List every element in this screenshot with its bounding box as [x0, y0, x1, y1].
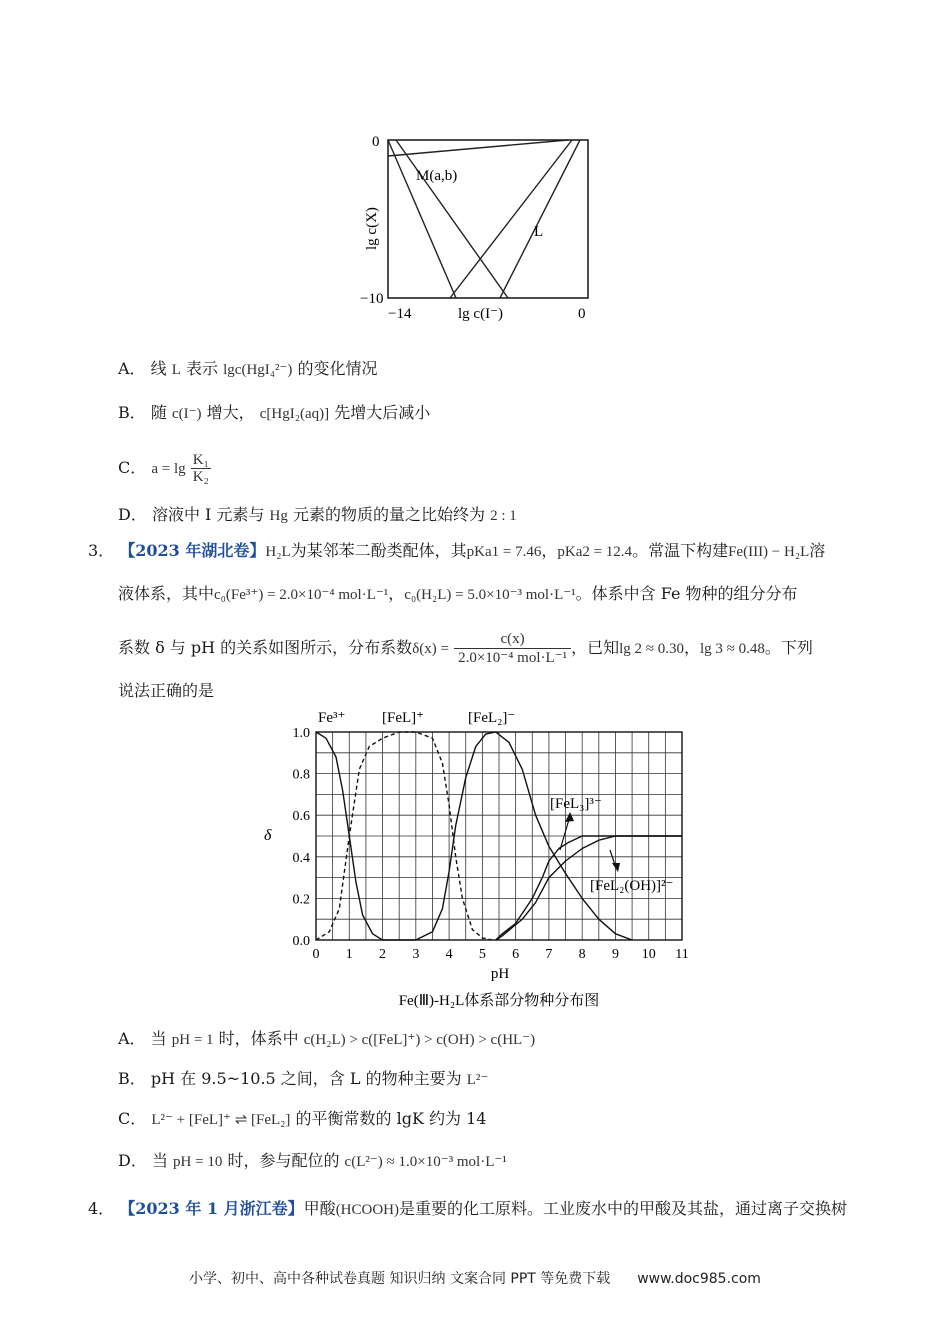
distribution-chart — [250, 700, 710, 1018]
page-footer — [0, 1268, 950, 1288]
label-fel2oh: [FeL₂(OH)]²⁻ — [590, 878, 674, 894]
q3-option-a[interactable]: A． 当 pH = 1 时，体系中 c(H₂L) > c([FeL]⁺) > c(OH) > c(HL⁻) — [118, 1029, 536, 1048]
footer-text: 小学、初中、高中各种试卷真题 知识归纳 文案合同 PPT 等免费下载 — [189, 1271, 611, 1287]
y-tick-label: 0.8 — [292, 767, 310, 783]
option-letter: C． — [118, 458, 147, 477]
label-fel2: [FeL₂]⁻ — [468, 710, 516, 726]
y-axis-top-label: 0 — [372, 134, 380, 150]
x-axis-right-label: 0 — [578, 306, 586, 322]
y-tick-label: 0.0 — [292, 934, 310, 949]
x-tick-label: 2 — [379, 947, 387, 962]
x-tick-label: 3 — [412, 947, 420, 962]
y-axis-bottom-label: −10 — [360, 291, 384, 307]
option-letter: B． — [118, 1069, 146, 1088]
curve-line-1 — [388, 140, 456, 298]
option-letter: D． — [118, 505, 147, 524]
curve-line-l — [500, 140, 580, 298]
x-tick-label: 4 — [445, 947, 453, 962]
q3-line-4: 说法正确的是 — [118, 681, 215, 700]
q3-option-c[interactable]: C． L²⁻ + [FeL]⁺ ⇌ [FeL₂] 的平衡常数的 lgK 约为 14 — [118, 1109, 487, 1128]
label-fel: [FeL]⁺ — [382, 710, 425, 726]
math-L: L — [171, 362, 181, 378]
q3-option-b[interactable]: B． pH 在 9.5~10.5 之间，含 L 的物种主要为 L²⁻ — [118, 1069, 489, 1088]
option-letter: A． — [118, 359, 146, 378]
q3-option-d[interactable]: D． 当 pH = 10 时，参与配位的 c(L²⁻) ≈ 1.0×10⁻³ mol·L⁻¹ — [118, 1151, 507, 1170]
figure-lgc-plot — [350, 128, 600, 323]
q2-option-b[interactable]: B． 随 c(I⁻) 增大， c[HgI₂(aq)] 先增大后减小 — [118, 403, 431, 422]
option-letter: A． — [118, 1029, 146, 1048]
q3-line-1: 3． 【2023 年湖北卷】H₂L为某邻苯二酚类配体，其pKa1 = 7.46，pKa2 = 12.4。常温下构建Fe(III) − H₂L溶 — [88, 541, 826, 560]
source-tag: 【2023 年湖北卷】 — [119, 541, 266, 560]
line-l-label: L — [534, 224, 544, 240]
y-tick-label: 0.2 — [292, 892, 310, 908]
math-expr: lgc(HgI₄²⁻) — [223, 362, 293, 378]
question-number: 4． — [88, 1199, 115, 1218]
x-tick-label: 7 — [545, 947, 553, 962]
q2-option-d[interactable]: D． 溶液中 I 元素与 Hg 元素的物质的量之比始终为 2 : 1 — [118, 505, 517, 524]
q3-line-2: 液体系，其中c₀(Fe³⁺) = 2.0×10⁻⁴ mol·L⁻¹，c₀(H₂L) = 5.0×10⁻³ mol·L⁻¹。体系中含 Fe 物种的组分分布 — [118, 584, 798, 603]
curve-line-3 — [388, 140, 568, 156]
x-tick-label: 9 — [611, 947, 619, 962]
q4-line-1: 4． 【2023 年 1 月浙江卷】甲酸(HCOOH)是重要的化工原料。工业废水中的甲酸及其盐，通过离子交换树 — [88, 1199, 848, 1218]
x-axis-left-label: −14 — [388, 306, 412, 322]
source-tag: 【2023 年 1 月浙江卷】 — [119, 1199, 304, 1218]
x-tick-label: 10 — [641, 947, 656, 962]
y-tick-label: 0.4 — [292, 850, 310, 866]
x-tick-label: 8 — [578, 947, 586, 962]
arrow-head-fel3 — [565, 812, 574, 822]
q2-option-a[interactable]: A． 线 L 表示 lgc(HgI₄²⁻) 的变化情况 — [118, 359, 378, 378]
question-number: 3． — [88, 541, 115, 560]
x-tick-label: 0 — [312, 947, 320, 962]
q2-option-c[interactable]: C． a = lg $\frac{\text{K₁}}{\text{K₂}}$ — [118, 452, 209, 485]
option-letter: D． — [118, 1151, 147, 1170]
curve-line-5 — [450, 140, 572, 298]
q3-line-3: 系数 δ 与 pH 的关系如图所示，分布系数δ(x) = c(x) 2.0×10⁻⁴ mol·L⁻¹ ，已知lg 2 ≈ 0.30，lg 3 ≈ 0.48。下列 — [118, 631, 813, 666]
point-m-label: M(a,b) — [416, 168, 458, 184]
x-tick-label: 5 — [478, 947, 486, 962]
label-fel3: [FeL₃]³⁻ — [550, 796, 602, 812]
footer-site-link[interactable]: www.doc985.com — [637, 1271, 761, 1287]
y-tick-label: 1.0 — [292, 726, 310, 741]
x-tick-label: 6 — [512, 947, 520, 962]
curve-line-2 — [396, 140, 508, 298]
y-axis-title: δ — [264, 827, 272, 844]
chart-title: Fe(Ⅲ)-H₂L体系部分物种分布图 — [398, 993, 600, 1009]
option-letter: B． — [118, 403, 146, 422]
x-axis-title: pH — [490, 966, 510, 982]
x-tick-label: 11 — [675, 947, 689, 962]
plot-frame — [388, 140, 588, 298]
x-tick-label: 1 — [345, 947, 353, 962]
y-tick-label: 0.6 — [292, 809, 310, 825]
option-letter: C． — [118, 1109, 147, 1128]
y-axis-title: lg c(X) — [364, 207, 380, 250]
arrow-head-fel2oh — [612, 863, 620, 872]
x-axis-title: lg c(I⁻) — [458, 306, 503, 322]
label-fe3: Fe³⁺ — [318, 710, 346, 726]
